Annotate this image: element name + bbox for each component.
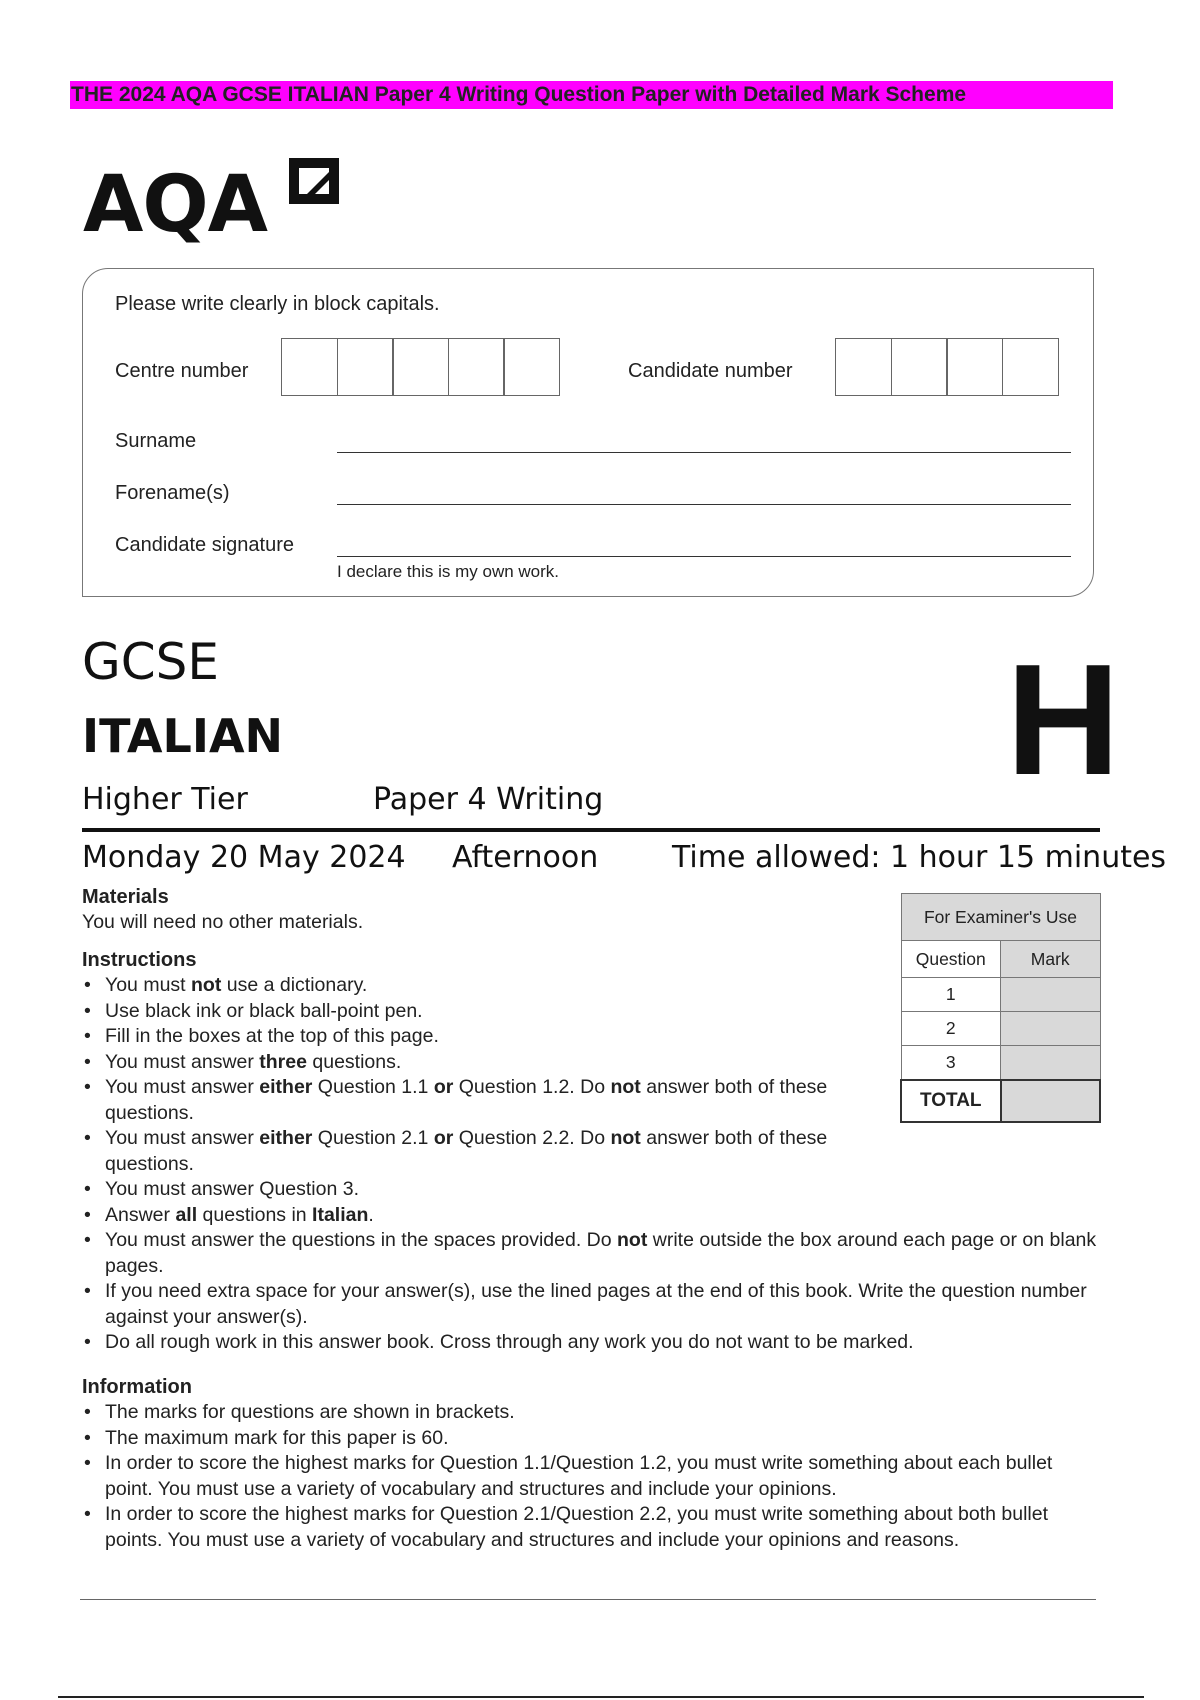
candidate-digit-box[interactable] — [891, 338, 948, 396]
candidate-number-boxes[interactable] — [835, 338, 1057, 396]
tier-label: Higher Tier — [82, 782, 248, 817]
aqa-logo-text: AQA — [83, 160, 268, 250]
centre-digit-box[interactable] — [337, 338, 394, 396]
instruction-item — [82, 1050, 910, 1076]
materials-heading: Materials — [82, 886, 169, 908]
instruction-text: Question 2.2. Do — [453, 1127, 611, 1149]
forename-field[interactable] — [337, 504, 1071, 505]
title-divider — [82, 828, 1100, 832]
instruction-item — [82, 973, 910, 999]
information-section — [82, 1375, 1082, 1553]
time-allowed: Time allowed: 1 hour 15 minutes — [672, 840, 1167, 875]
question-column-header: Question — [901, 941, 1001, 978]
instruction-item — [82, 1024, 910, 1050]
instruction-text: Fill in the boxes at the top of this page. — [105, 1025, 439, 1047]
question-number: 2 — [901, 1012, 1001, 1046]
instruction-text: You must answer Question 3. — [105, 1178, 360, 1200]
instruction-text: You must answer — [105, 1127, 260, 1149]
instruction-item — [82, 1203, 910, 1229]
candidate-digit-box[interactable] — [835, 338, 892, 396]
aqa-logo — [83, 152, 345, 248]
block-capitals-instruction: Please write clearly in block capitals. — [115, 293, 440, 315]
forename-label: Forename(s) — [115, 482, 230, 504]
candidate-number-label: Candidate number — [628, 360, 793, 382]
instruction-emphasis: three — [259, 1050, 307, 1073]
centre-number-label: Centre number — [115, 360, 249, 382]
instruction-item — [82, 1330, 1105, 1356]
question-number: 1 — [901, 978, 1001, 1012]
instruction-text: Question 1.2. Do — [453, 1076, 611, 1098]
instruction-text: questions in — [197, 1203, 313, 1226]
information-list — [82, 1400, 1082, 1553]
instruction-emphasis: not — [191, 974, 222, 996]
instruction-emphasis: all — [175, 1203, 198, 1226]
qualification-title: GCSE — [82, 633, 219, 691]
instruction-text: You must answer — [105, 1050, 260, 1073]
information-item: • The maximum mark for this paper is 60. — [82, 1426, 1105, 1452]
mark-cell — [1001, 1012, 1101, 1046]
centre-number-boxes[interactable] — [281, 338, 559, 396]
examiners-use-table — [900, 893, 1101, 1123]
surname-field[interactable] — [337, 452, 1071, 453]
instruction-item — [82, 1279, 1105, 1330]
centre-digit-box[interactable] — [281, 338, 338, 396]
candidate-digit-box[interactable] — [1002, 338, 1059, 396]
instruction-emphasis: Italian — [312, 1203, 369, 1226]
exam-date: Monday 20 May 2024 — [82, 840, 406, 875]
own-work-declaration: I declare this is my own work. — [337, 562, 560, 581]
centre-digit-box[interactable] — [392, 338, 449, 396]
aqa-logo-mark-icon — [285, 152, 345, 212]
document-banner: THE 2024 AQA GCSE ITALIAN Paper 4 Writing Question Paper with Detailed Mark Scheme — [70, 81, 1113, 109]
signature-label: Candidate signature — [115, 534, 295, 556]
instruction-text: . — [368, 1203, 374, 1226]
instruction-emphasis: not — [610, 1076, 641, 1098]
instruction-text: Use black ink or black ball-point pen. — [105, 999, 423, 1022]
mark-column-header: Mark — [1001, 941, 1101, 978]
materials-text: You will need no other materials. — [82, 911, 364, 933]
instruction-text: You must answer the questions in the spaces provided. Do — [105, 1229, 617, 1251]
instruction-emphasis: not — [610, 1127, 641, 1149]
instruction-item — [82, 999, 910, 1025]
instructions-heading: Instructions — [82, 949, 197, 971]
instruction-text: Do all rough work in this answer book. Cross through any work you do not want to be marked. — [105, 1331, 914, 1353]
instruction-text: You must — [105, 974, 191, 996]
page-edge-line — [58, 1696, 1144, 1698]
mark-cell — [1001, 978, 1101, 1012]
instruction-item — [82, 1177, 910, 1203]
instruction-emphasis: not — [617, 1229, 648, 1251]
information-heading: Information — [82, 1376, 192, 1398]
instruction-text: write outside the box around each page or on blank pages. — [105, 1229, 1097, 1277]
tier-letter: H — [1006, 632, 1121, 808]
subject-title: ITALIAN — [82, 709, 284, 763]
bottom-divider — [80, 1599, 1096, 1600]
information-item: • The marks for questions are shown in brackets. — [82, 1400, 1105, 1426]
instruction-emphasis: either — [259, 1127, 313, 1149]
instruction-text: If you need extra space for your answer(s), use the lined pages at the end of this book. Write the question number against your answer(s). — [105, 1280, 1087, 1328]
instruction-text: use a dictionary. — [221, 974, 368, 996]
instruction-text: Answer — [105, 1203, 176, 1226]
information-item: • In order to score the highest marks for Question 2.1/Question 2.2, you must write something about both bullet points. You must use a variety of vocabulary and structures and include your opinions and reasons. — [82, 1502, 1105, 1553]
instruction-text: answer both of these questions. — [105, 1076, 828, 1124]
instruction-emphasis: or — [433, 1127, 454, 1149]
instruction-emphasis: or — [433, 1076, 454, 1098]
instruction-emphasis: either — [259, 1076, 313, 1098]
instruction-item — [82, 1228, 1105, 1279]
instruction-item — [82, 1126, 910, 1177]
total-label: TOTAL — [901, 1080, 1001, 1122]
examiners-use-title: For Examiner's Use — [901, 894, 1100, 941]
candidate-details-box — [82, 268, 1094, 597]
instruction-text: You must answer — [105, 1076, 260, 1098]
instruction-text: questions. — [306, 1050, 402, 1073]
surname-label: Surname — [115, 430, 197, 452]
exam-session: Afternoon — [452, 840, 599, 875]
instruction-item — [82, 1075, 910, 1126]
centre-digit-box[interactable] — [503, 338, 560, 396]
mark-cell — [1001, 1046, 1101, 1081]
question-number: 3 — [901, 1046, 1001, 1081]
instruction-text: Question 1.1 — [312, 1076, 434, 1098]
instruction-text: answer both of these questions. — [105, 1127, 828, 1175]
candidate-digit-box[interactable] — [946, 338, 1003, 396]
instruction-text: Question 2.1 — [312, 1127, 434, 1149]
paper-label: Paper 4 Writing — [373, 782, 604, 817]
signature-field[interactable] — [337, 556, 1071, 557]
centre-digit-box[interactable] — [448, 338, 505, 396]
total-mark-cell — [1001, 1080, 1101, 1122]
information-item: • In order to score the highest marks for Question 1.1/Question 1.2, you must write something about each bullet point. You must use a variety of vocabulary and structures and include your opinions. — [82, 1451, 1105, 1502]
